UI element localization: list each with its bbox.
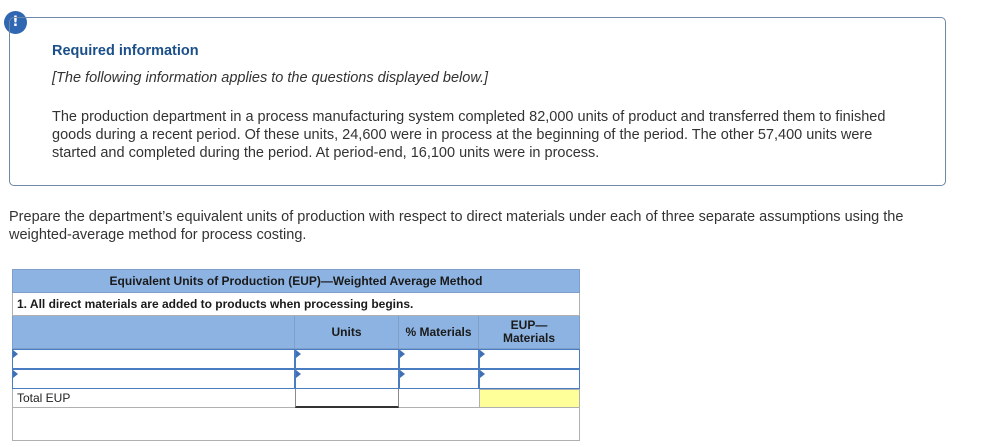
total-eup-label: Total EUP: [12, 389, 295, 408]
eup-cell[interactable]: [479, 349, 580, 369]
total-eup-row: [12, 389, 580, 408]
exclamation-icon: !: [4, 11, 27, 34]
table-footer-row: [12, 408, 580, 441]
units-input[interactable]: [296, 350, 398, 368]
row-label-dropdown[interactable]: [12, 369, 295, 389]
pct-materials-input[interactable]: [400, 370, 478, 388]
eup-header-line2: Materials: [502, 331, 556, 345]
total-units-cell: [295, 389, 399, 408]
row-label-input[interactable]: [13, 370, 294, 388]
dropdown-marker-icon: [400, 370, 405, 378]
units-input[interactable]: [296, 370, 398, 388]
eup-header-line1: EUP—: [510, 318, 548, 332]
row-label-input[interactable]: [13, 350, 294, 368]
table-row: [12, 349, 580, 369]
dropdown-marker-icon: [296, 350, 301, 358]
dropdown-marker-icon: [13, 370, 18, 378]
total-eup-value: [479, 389, 580, 408]
eup-cell[interactable]: [479, 369, 580, 389]
pct-cell[interactable]: [399, 369, 479, 389]
info-title: Required information: [52, 43, 199, 59]
pct-materials-input[interactable]: [400, 350, 478, 368]
dropdown-marker-icon: [296, 370, 301, 378]
column-header-eup-materials: [479, 316, 580, 349]
info-subtitle: [The following information applies to the questions displayed below.]: [52, 70, 489, 86]
instructions: Prepare the department’s equivalent units of production with respect to direct materials under each of three separate assumptions using the weighted-average method for process costing.: [9, 209, 904, 243]
total-pct-cell: [399, 389, 479, 408]
dropdown-marker-icon: [480, 350, 485, 358]
dropdown-marker-icon: [480, 370, 485, 378]
column-header-pct-materials: % Materials: [399, 316, 479, 349]
row-label-dropdown[interactable]: [12, 349, 295, 369]
column-header-units: Units: [295, 316, 399, 349]
eup-input[interactable]: [480, 370, 579, 388]
dropdown-marker-icon: [400, 350, 405, 358]
units-cell[interactable]: [295, 369, 399, 389]
assumption-label: 1. All direct materials are added to products when processing begins.: [12, 293, 580, 316]
table-title: Equivalent Units of Production (EUP)—Weighted Average Method: [12, 269, 580, 293]
dropdown-marker-icon: [13, 350, 18, 358]
eup-table: [12, 269, 580, 447]
info-body: The production department in a process manufacturing system completed 82,000 units of product and transferred them to finished goods during a recent period. Of these units, 24,600 were in process at the beginning of the period. The other 57,400 units were started and completed during the period. At period-end, 16,100 units were in process.: [52, 109, 886, 161]
column-header-label: [12, 316, 295, 349]
eup-input[interactable]: [480, 350, 579, 368]
pct-cell[interactable]: [399, 349, 479, 369]
table-row: [12, 369, 580, 389]
units-cell[interactable]: [295, 349, 399, 369]
